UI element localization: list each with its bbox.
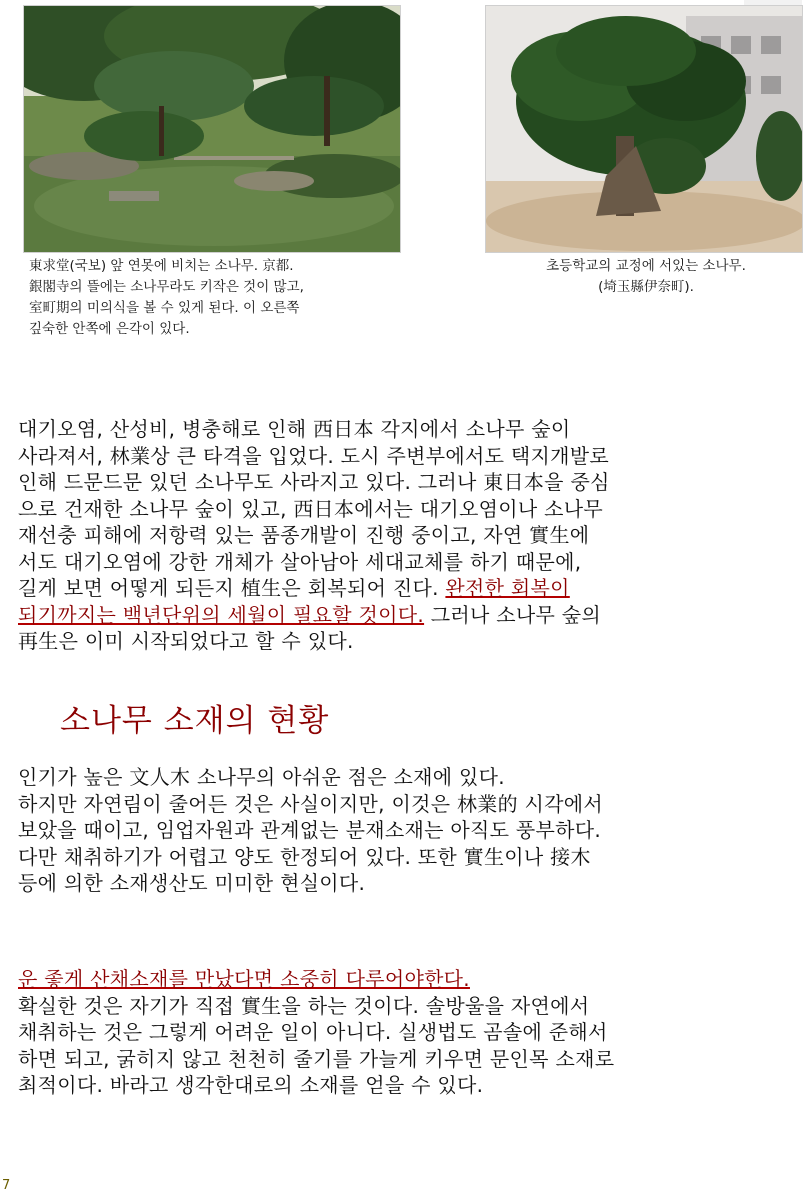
right-photo-caption (488, 256, 804, 298)
caption-line: (埼玉縣伊奈町). (598, 279, 694, 295)
text-line: 서도 대기오염에 강한 개체가 살아남아 세대교체를 하기 때문에, (18, 549, 582, 574)
caption-line: 室町期의 미의식을 볼 수 있게 된다. 이 오른쪽 (29, 300, 300, 316)
emphasis-text: 되기까지는 백년단위의 세월이 필요할 것이다. (18, 602, 425, 627)
text-line: 인기가 높은 文人木 소나무의 아쉬운 점은 소재에 있다. (18, 765, 505, 789)
text-line: 하지만 자연림이 줄어든 것은 사실이지만, 이것은 林業的 시각에서 (18, 791, 604, 816)
left-photo-caption (29, 256, 424, 340)
school-yard-pine-photo (485, 5, 803, 253)
text-line: 등에 의한 소재생산도 미미한 현실이다. (18, 871, 366, 895)
text-line: 확실한 것은 자기가 직접 實生을 하는 것이다. 솔방울을 자연에서 (18, 993, 590, 1018)
paragraph-seedling-advice (18, 966, 808, 1099)
text-line: 재선충 피해에 저항력 있는 품종개발이 진행 중이고, 자연 實生에 (18, 523, 590, 547)
text-line: 인해 드문드문 있던 소나무도 사라지고 있다. 그러나 東日本을 중심 (18, 470, 610, 494)
text-line: 다만 채취하기가 어렵고 양도 한정되어 있다. 또한 實生이나 接木 (18, 844, 591, 869)
text-line: 최적이다. 바라고 생각한대로의 소재를 얻을 수 있다. (18, 1073, 484, 1097)
text-line: 채취하는 것은 그렇게 어려운 일이 아니다. 실생법도 곰솔에 준해서 (18, 1020, 608, 1044)
text-line: 대기오염, 산성비, 병충해로 인해 西日本 각지에서 소나무 숲이 (18, 417, 571, 441)
text-line: 으로 건재한 소나무 숲이 있고, 西日本에서는 대기오염이나 소나무 (18, 496, 604, 521)
caption-line: 東求堂(국보) 앞 연못에 비치는 소나무. 京都. (29, 258, 294, 274)
text-line (18, 602, 808, 629)
page-number: 7 (2, 1178, 11, 1193)
paragraph-material-status (18, 764, 808, 897)
text-line: 보았을 때이고, 임업자원과 관계없는 분재소재는 아직도 풍부하다. (18, 818, 601, 842)
paragraph-pine-forest-recovery (18, 416, 808, 655)
emphasis-text: 운 좋게 산채소재를 만났다면 소중히 다루어야한다. (18, 967, 470, 991)
text-segment: 그러나 소나무 숲의 (424, 602, 602, 627)
text-line: 사라져서, 林業상 큰 타격을 입었다. 도시 주변부에서도 택지개발로 (18, 443, 610, 468)
text-line: 再生은 이미 시작되었다고 할 수 있다. (18, 629, 354, 653)
emphasis-text: 완전한 회복이 (445, 576, 570, 600)
text-line (18, 966, 808, 993)
text-line (18, 575, 808, 602)
section-heading: 소나무 소재의 현황 (60, 703, 330, 739)
garden-pond-photo (23, 5, 401, 253)
caption-line: 초등학교의 교정에 서있는 소나무. (546, 258, 746, 274)
garden-pond-image (24, 6, 400, 252)
caption-line: 銀閣寺의 뜰에는 소나무라도 키작은 것이 많고, (29, 279, 304, 295)
text-segment: 길게 보면 어떻게 되든지 植生은 회복되어 진다. (18, 576, 446, 600)
text-line: 하면 되고, 굵히지 않고 천천히 줄기를 가늘게 키우면 문인목 소재로 (18, 1046, 615, 1071)
school-yard-pine-image (486, 6, 802, 252)
caption-line: 깊숙한 안쪽에 은각이 있다. (29, 321, 190, 337)
